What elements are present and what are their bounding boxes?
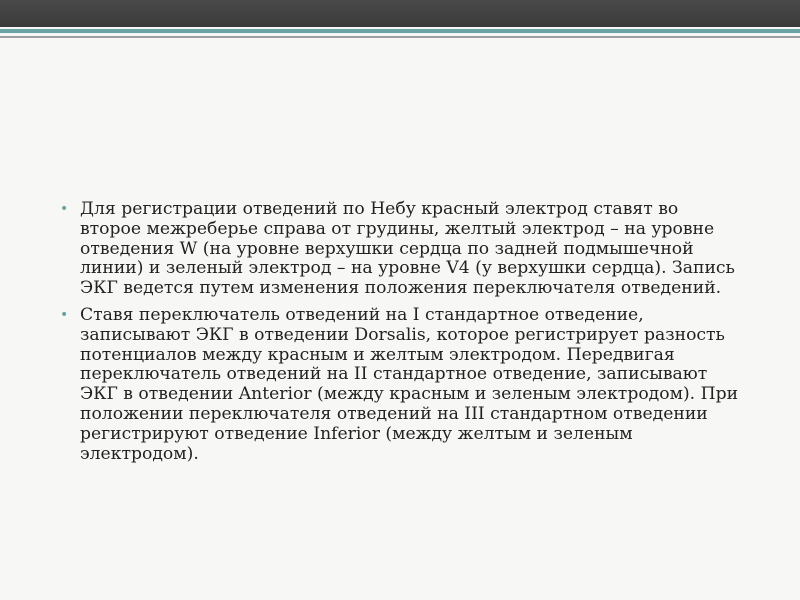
bullet-icon: • [60,306,69,323]
bullet-text: Ставя переключатель отведений на I стандартное отведение, записывают ЭКГ в отведении Dorsalis, которое регистрирует разность потенциалов между красным и желтым электродом. Передвигая переключатель отведений на II стандартное отведение, записывают ЭКГ в отведении Anterior (между красным и зеленым электродом). При положении переключателя отведений на III стандартном отведении регистрируют отведение Inferior (между желтым и зеленым электродом). [80,304,739,464]
bullet-text: Для регистрации отведений по Небу красный электрод ставят во второе межреберье справа от грудины, желтый электрод – на уровне отведения W (на уровне верхушки сердца по задней подмышечной линии) и зеленый электрод – на уровне V4 (у верхушки сердца). Запись ЭКГ ведется путем изменения положения переключателя отведений. [80,199,735,299]
slide-body [60,200,740,471]
bullet-icon: • [60,201,69,217]
top-accent-line [0,29,800,33]
bullet-item-1 [60,200,740,299]
top-decorative-band [0,0,800,27]
bullet-list [60,200,740,464]
top-divider-line [0,36,800,38]
bullet-item-2 [60,306,740,464]
